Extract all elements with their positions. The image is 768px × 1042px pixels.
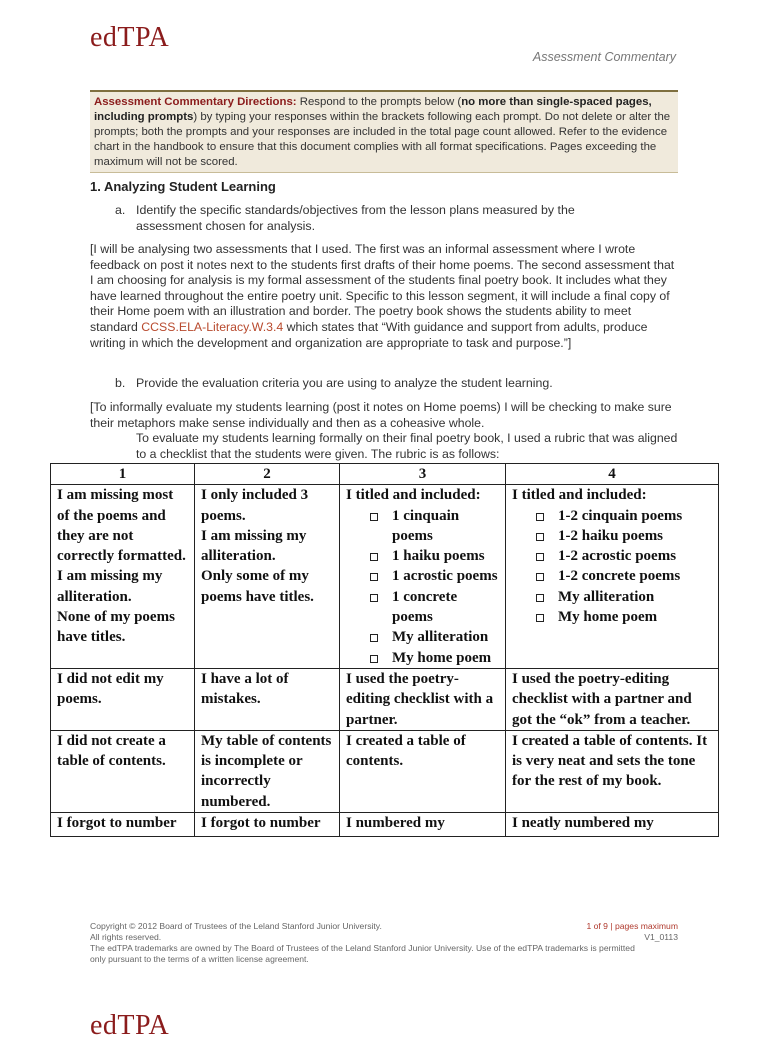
directions-bold: no more than single-spaced pages, including prompts	[94, 96, 652, 123]
edtpa-logo: edTPA	[90, 22, 170, 53]
prompt-a	[115, 203, 635, 234]
footer-rights: All rights reserved.	[90, 932, 162, 942]
response-a	[90, 242, 680, 351]
version-code: V1_0113	[644, 932, 678, 942]
rubric-cell	[195, 485, 340, 669]
rubric-cell: I used the poetry-editing checklist with a partner and got the “ok” from a teacher.	[506, 668, 719, 730]
rubric-cell: I did not edit my poems.	[51, 668, 195, 730]
response-b-paragraph-2: To evaluate my students learning formally on their final poetry book, I used a rubric that was aligned to a checklist that the students were given. The rubric is as follows:	[136, 431, 678, 461]
footer-page-info	[586, 921, 678, 943]
edtpa-logo-next-page: edTPA	[90, 1010, 170, 1041]
checklist-item: 1 acrostic poems	[370, 566, 500, 586]
footer-legal	[90, 921, 650, 965]
prompt-b-text: Provide the evaluation criteria you are using to analyze the student learning.	[136, 376, 553, 390]
rubric-header-3: 3	[340, 464, 506, 485]
checklist-item: 1 cinquain poems	[370, 506, 500, 547]
rubric-cell: I have a lot of mistakes.	[195, 668, 340, 730]
checklist-item: My alliteration	[370, 627, 500, 647]
prompt-a-letter: a.	[115, 203, 126, 217]
checklist-item: 1-2 concrete poems	[536, 566, 713, 586]
rubric-header-4: 4	[506, 464, 719, 485]
prompt-a-text: Identify the specific standards/objectives from the lesson plans measured by the assessment chosen for analysis.	[136, 203, 575, 233]
rubric-cell: I numbered my	[340, 813, 506, 837]
page-count: 1 of 9 | pages maximum	[586, 921, 678, 931]
response-a-text-2: which states that “With guidance and support from adults, produce writing in which the development and organization are appropriate to task and purpose.”]	[90, 319, 648, 350]
directions-text-1: Respond to the prompts below (	[296, 96, 462, 108]
footer-copyright: Copyright © 2012 Board of Trustees of the Leland Stanford Junior University.	[90, 921, 382, 931]
standard-reference: CCSS.ELA-Literacy.W.3.4	[141, 319, 284, 334]
rubric-cell: I forgot to number	[195, 813, 340, 837]
rubric-cell: I created a table of contents. It is very neat and sets the tone for the rest of my book.	[506, 730, 719, 812]
checklist-item: My home poem	[370, 648, 500, 668]
rubric-cell-line: None of my poems have titles.	[57, 609, 175, 646]
prompt-b	[115, 376, 675, 392]
rubric-row-contents	[51, 730, 719, 812]
checklist-item: 1 haiku poems	[370, 546, 500, 566]
footer-trademark: The edTPA trademarks are owned by The Board of Trustees of the Leland Stanford Junior University. Use of the edTPA trademarks is permitted only pursuant to the terms of a written license agreement.	[90, 943, 635, 964]
response-a-text-1: [I will be analysing two assessments that I used. The first was an informal assessment where I wrote feedback on post it notes next to the students first drafts of their home poems. The second assessment that I am choosing for analysis is my formal assessment of the students final poetry book. It includes what they have learned throughout the entire poetry unit. Specific to this lesson segment, it will include a final copy of their Home poem with an illustration and border. The poetry book shows the students ability to meet standard	[90, 242, 675, 334]
rubric-cell: I forgot to number	[51, 813, 195, 837]
rubric-cell-line: I am missing my alliteration.	[201, 527, 307, 565]
rubric-checklist	[512, 506, 713, 628]
rubric-row-editing	[51, 668, 719, 730]
checklist-item: 1 concrete poems	[370, 587, 500, 628]
rubric-header-1: 1	[51, 464, 195, 485]
checklist-item: 1-2 acrostic poems	[536, 546, 713, 566]
rubric-cell-line: Only some of my poems have titles.	[201, 568, 314, 605]
rubric-cell: My table of contents is incomplete or incorrectly numbered.	[195, 730, 340, 812]
rubric-header-row	[51, 464, 719, 485]
prompt-b-letter: b.	[115, 376, 126, 390]
directions-box	[90, 90, 678, 173]
rubric-cell-line: I only included 3 poems.	[201, 487, 309, 524]
checklist-item: 1-2 haiku poems	[536, 526, 713, 546]
rubric-table	[50, 463, 719, 837]
rubric-header-2: 2	[195, 464, 340, 485]
rubric-cell-line: I am missing most of the poems and they are not correctly formatted.	[57, 487, 186, 565]
directions-text-2: ) by typing your responses within the brackets following each prompt. Do not delete or alter the prompts; both the prompts and your responses are included in the total page count allowed. Refer to the evidence chart in the handbook to ensure that this document complies with all format specifications. Pages exceeding the maximum will not be scored.	[94, 111, 671, 168]
rubric-checklist	[346, 506, 500, 668]
rubric-cell-line: I am missing my alliteration.	[57, 568, 163, 605]
checklist-item: 1-2 cinquain poems	[536, 506, 713, 526]
rubric-cell: I used the poetry-editing checklist with a partner.	[340, 668, 506, 730]
rubric-cell: I neatly numbered my	[506, 813, 719, 837]
section-title: 1. Analyzing Student Learning	[90, 179, 276, 194]
rubric-cell-intro: I titled and included:	[346, 487, 481, 504]
directions-lead: Assessment Commentary Directions:	[94, 96, 297, 108]
rubric-cell	[51, 485, 195, 669]
response-b	[90, 400, 680, 462]
rubric-cell-intro: I titled and included:	[512, 487, 647, 504]
checklist-item: My home poem	[536, 607, 713, 627]
document-header-title: Assessment Commentary	[532, 50, 676, 64]
rubric-cell: I created a table of contents.	[340, 730, 506, 812]
checklist-item: My alliteration	[536, 587, 713, 607]
rubric-row-poems	[51, 485, 719, 669]
rubric-cell	[340, 485, 506, 669]
response-b-paragraph-1: [To informally evaluate my students learning (post it notes on Home poems) I will be checking to make sure their metaphors make sense individually and then as a coheasive whole.	[90, 400, 672, 430]
rubric-cell	[506, 485, 719, 669]
rubric-cell: I did not create a table of contents.	[51, 730, 195, 812]
rubric-row-numbering	[51, 813, 719, 837]
